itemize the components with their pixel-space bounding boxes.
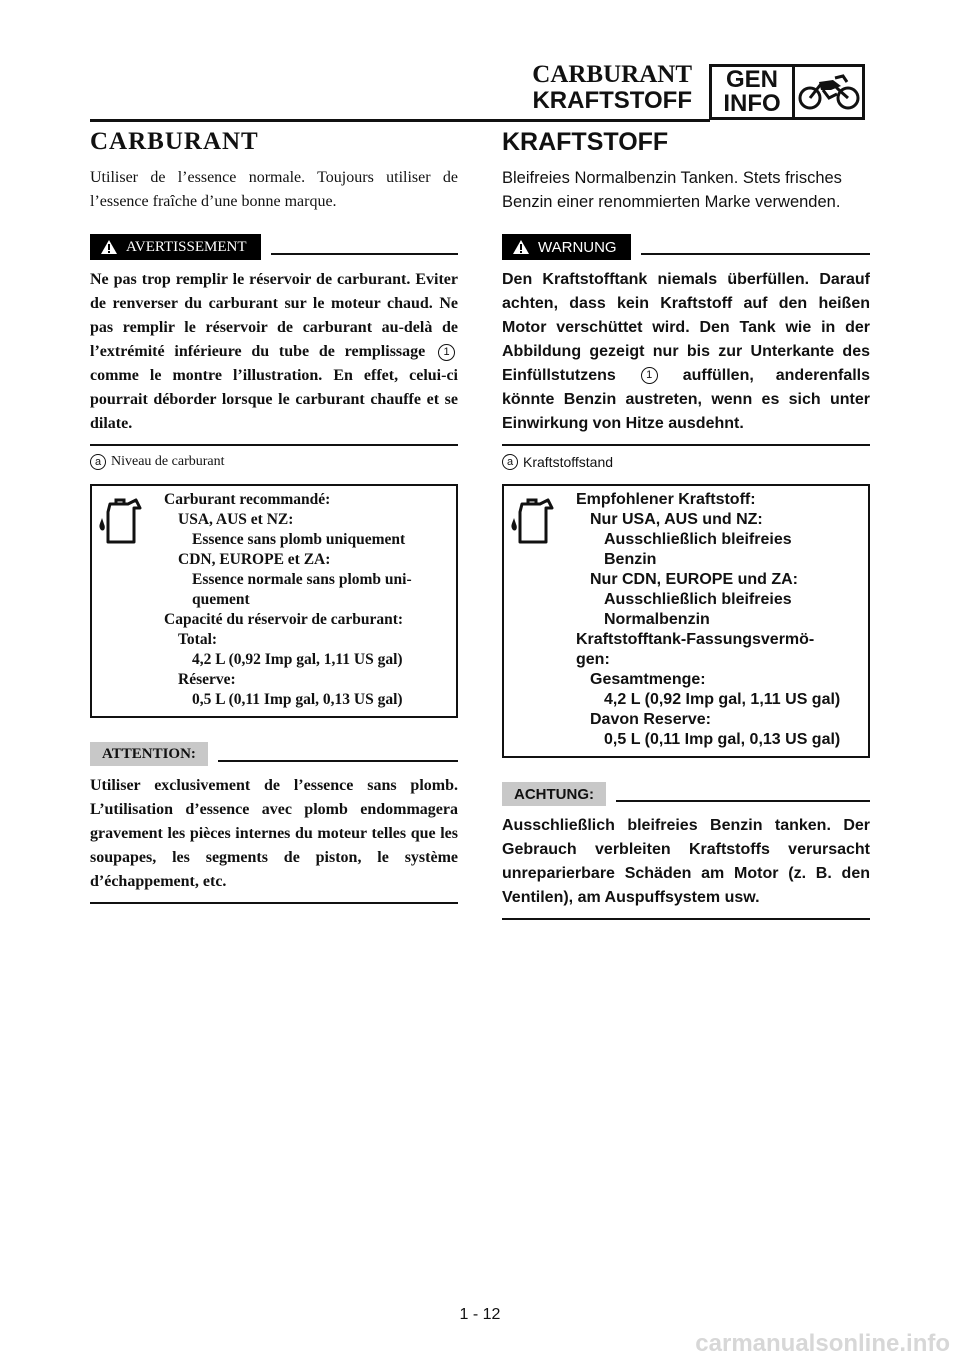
- warning-rule-french: [271, 253, 459, 255]
- warning-text-german-b: auffüllen, anderenfalls könnte Benzin austreten, wenn es sich unter Einwirkung von Hitze ausdehnt.: [502, 367, 870, 432]
- attention-rule-french: [218, 760, 458, 762]
- warning-end-rule-german: [502, 444, 870, 446]
- reference-marker-1: 1: [641, 367, 658, 384]
- caption-french: [90, 454, 458, 470]
- spec-line: Ausschließlich bleifreies: [604, 531, 792, 548]
- french-column: [90, 128, 458, 904]
- spec-line: Davon Reserve:: [590, 711, 711, 728]
- section-title-french: CARBURANT: [90, 128, 259, 155]
- watermark: carmanualsonline.info: [695, 1330, 950, 1357]
- spec-line: Nur CDN, EUROPE und ZA:: [590, 571, 798, 588]
- warning-header-french: [90, 234, 458, 260]
- spec-line: Essence normale sans plomb uni-: [192, 571, 412, 588]
- warning-text-german-a: Den Kraftstofftank niemals überfüllen. Darauf achten, dass kein Kraftstoff auf den heißen Motor verschüttet wird. Den Tank wie in der Abbildung gezeigt nur bis zur Unterkante des Einfüllstutzens: [502, 271, 870, 384]
- warning-triangle-icon: [100, 239, 118, 255]
- spec-line: Total:: [178, 631, 218, 648]
- warning-label-german: WARNUNG: [538, 238, 617, 256]
- fuel-can-icon: [510, 496, 562, 548]
- attention-header-french: [90, 742, 458, 766]
- warning-label-french: AVERTISSEMENT: [126, 238, 247, 255]
- spec-line: Ausschließlich bleifreies: [604, 591, 792, 608]
- spec-line: Essence sans plomb uniquement: [192, 531, 406, 548]
- warning-text-french: [90, 268, 458, 436]
- spec-line: 4,2 L (0,92 Imp gal, 1,11 US gal): [604, 691, 841, 708]
- german-column: [502, 128, 870, 920]
- fuel-spec-text-french: [164, 486, 456, 716]
- gen-info-badge: [709, 64, 865, 120]
- caption-marker-a: a: [502, 454, 518, 470]
- spec-line: 0,5 L (0,11 Imp gal, 0,13 US gal): [192, 691, 403, 708]
- caption-text-german: Kraftstoffstand: [523, 454, 614, 470]
- gen-info-label: [712, 67, 795, 117]
- spec-line: gen:: [576, 651, 610, 668]
- header-rule: [90, 119, 710, 122]
- fuel-can-icon: [98, 496, 150, 548]
- warning-rule-german: [641, 253, 870, 255]
- warning-badge-french: [90, 234, 261, 260]
- section-title-german: KRAFTSTOFF: [502, 128, 669, 156]
- warning-text-german: [502, 268, 870, 436]
- page-number: 1 - 12: [459, 1306, 501, 1323]
- warning-text-french-a: Ne pas trop remplir le réservoir de carburant. Eviter de renverser du carburant sur le moteur chaud. Ne pas remplir le réservoir de carburant au-delà de l’extrémité inférieure du tube de remplissage: [90, 271, 458, 360]
- attention-label-german: ACHTUNG:: [502, 782, 606, 806]
- attention-text-french: Utiliser exclusivement de l’essence sans plomb. L’utilisation d’essence avec plomb endommagera gravement les pièces internes du moteur telles que les soupapes, les segments de piston, le système d’échappement, etc.: [90, 777, 458, 890]
- spec-line: Kraftstofftank-Fassungsvermö-: [576, 631, 815, 648]
- spec-line: 4,2 L (0,92 Imp gal, 1,11 US gal): [192, 651, 403, 668]
- warning-text-french-b: comme le montre l’illustration. En effet, celui-ci pourrait déborder lorsque le carburant chauffe et se dilate.: [90, 367, 458, 432]
- header-title-german: KRAFTSTOFF: [532, 87, 692, 114]
- intro-german: Bleifreies Normalbenzin Tanken. Stets frisches Benzin einer renommierten Marke verwenden.: [502, 169, 842, 211]
- info-label: INFO: [723, 90, 781, 117]
- reference-marker-1: 1: [438, 344, 455, 361]
- warning-triangle-icon: [512, 239, 530, 255]
- spec-line: Gesamtmenge:: [590, 671, 706, 688]
- caption-german: [502, 454, 870, 470]
- fuel-spec-box-french: [90, 484, 458, 718]
- attention-end-rule-german: [502, 918, 870, 920]
- warning-end-rule-french: [90, 444, 458, 446]
- motorcycle-icon: [795, 67, 862, 117]
- fuel-spec-text-german: [576, 486, 868, 756]
- attention-label-french: ATTENTION:: [90, 742, 208, 766]
- spec-line: Normalbenzin: [604, 611, 710, 628]
- intro-french: Utiliser de l’essence normale. Toujours utiliser de l’essence fraîche d’une bonne marque.: [90, 169, 458, 210]
- spec-line: Benzin: [604, 551, 657, 568]
- caption-marker-a: a: [90, 454, 106, 470]
- spec-line: quement: [192, 591, 250, 608]
- spec-line: Capacité du réservoir de carburant:: [164, 611, 404, 628]
- fuel-spec-box-german: [502, 484, 870, 758]
- attention-end-rule-french: [90, 902, 458, 904]
- warning-header-german: [502, 234, 870, 260]
- spec-line: Réserve:: [178, 671, 236, 688]
- spec-line: Nur USA, AUS und NZ:: [590, 511, 763, 528]
- attention-rule-german: [616, 800, 870, 802]
- spec-line: USA, AUS et NZ:: [178, 511, 294, 528]
- spec-line: 0,5 L (0,11 Imp gal, 0,13 US gal): [604, 731, 841, 748]
- spec-line: CDN, EUROPE et ZA:: [178, 551, 331, 568]
- header-title-french: CARBURANT: [532, 61, 692, 88]
- attention-text-german: Ausschließlich bleifreies Benzin tanken. Der Gebrauch verbleiten Kraftstoffs verursacht unreparierbare Schäden am Motor (z. B. den Ventilen), am Auspuffsystem usw.: [502, 817, 870, 906]
- warning-badge-german: [502, 234, 631, 260]
- attention-header-german: [502, 782, 870, 806]
- gen-label: GEN: [725, 66, 778, 93]
- spec-line: Carburant recommandé:: [164, 491, 331, 508]
- caption-text-french: Niveau de carburant: [111, 454, 225, 469]
- spec-line: Empfohlener Kraftstoff:: [576, 491, 756, 508]
